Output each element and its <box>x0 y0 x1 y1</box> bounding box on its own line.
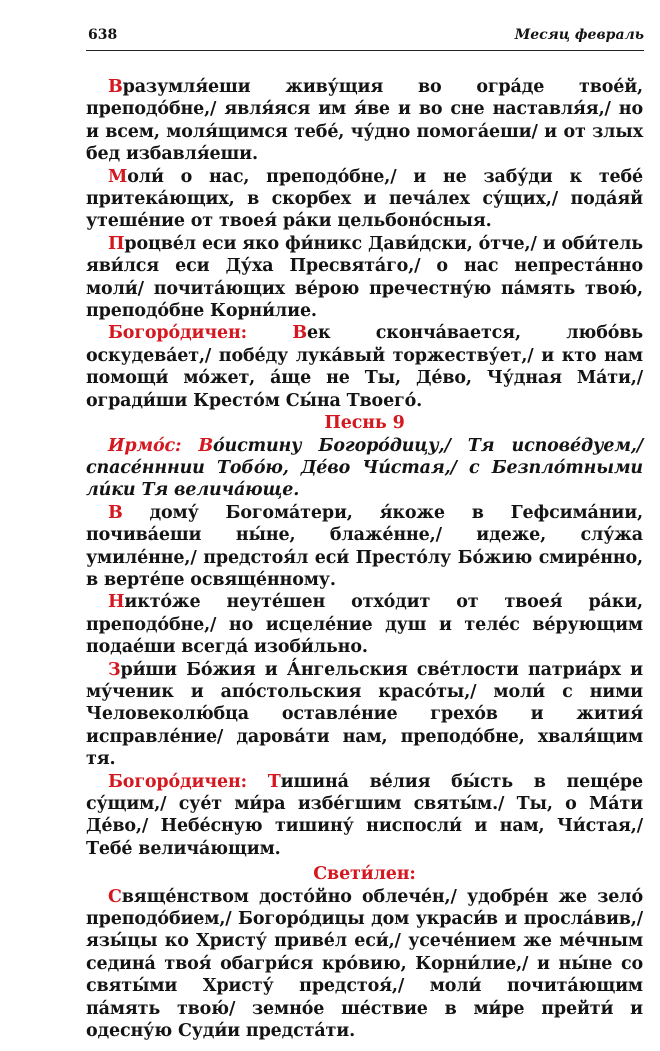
rubric-label: Богоро́дичен: В <box>108 323 307 344</box>
paragraph-text: вяще́нством досто́йно облече́н,/ удобре́н же зело́ преподо́бием,/ Богоро́дицы дом украси́в и просла́вив,/ язы́цы ко Христу́ приве́л еси́,/ усече́нием же ме́чным седина́ твоя́ обагри́ся кро́вию, Корни́лие,/ и ны́не со святы́ми Христу́ предстоя́,/ моли́ почита́ющим па́мять твою́/ земно́е ше́ствие в ми́ре прейти́ и одесну́ю Суди́и предста́ти. <box>86 886 643 1042</box>
paragraph-text: ек сконча́вается, любо́вь оскудева́ет,/ побе́ду лука́вый торжеству́ет,/ и кто нам помощи́ мо́жет, а́ще не Ты, Де́во, Чу́дная Ма́ти,/ огради́ши Кресто́м Сы́на Твоего́. <box>86 323 643 411</box>
paragraph-text: разумля́еши живу́щия во огра́де твое́й, преподо́бне,/ явля́яся им я́ве и во сне наставля́я,/ но и всем, моля́щимся тебе́, чу́дно помога́еши/ и от злых бед избавля́еши. <box>86 77 643 165</box>
drop-initial: Н <box>108 592 125 613</box>
rubric-label: Богоро́дичен: Т <box>108 771 281 792</box>
drop-initial: М <box>108 166 128 187</box>
paragraph-text: ишина́ ве́лия бы́сть в пеще́ре су́щим,/ суе́т ми́ра избе́гшим святы́м./ Ты, о Ма́ти Де́во,/ Небе́сную тишину́ ниспосли́ и нам, Чи́стая,/ Тебе́ велича́ющим. <box>86 771 643 859</box>
theotokion-2 <box>86 771 643 861</box>
troparion-6 <box>86 659 643 771</box>
exapostilarion <box>86 886 643 1043</box>
troparion-2 <box>86 166 643 233</box>
drop-initial: З <box>108 659 121 680</box>
irmos <box>86 435 643 502</box>
paragraph-text: дому́ Богома́тери, я́коже в Гефсима́нии, почива́еши ны́не, блаже́нне,/ идеже, слу́жа умиле́нне,/ предстоя́л еси́ Престо́лу Бо́жию смире́нно, в верте́пе освяще́нному. <box>86 502 643 590</box>
section-heading-exapostilarion: Свети́лен: <box>313 864 416 885</box>
drop-initial: П <box>108 233 125 254</box>
section-heading-ode-9: Песнь 9 <box>324 413 405 434</box>
page-number: 638 <box>88 27 118 43</box>
paragraph-text: о́истину Богоро́дицу,/ Тя испове́дуем,/ спасе́нннии Тобо́ю, Де́во Чи́стая,/ с Безпло́тными ли́ки Тя велича́юще. <box>86 435 643 501</box>
paragraph-text: икто́же неуте́шен отхо́дит от твоея́ ра́ки, преподо́бне,/ но исцеле́ние душ и теле́с ве́рующим подае́ши всегда́ изоби́льно. <box>86 592 643 658</box>
paragraph-text: ри́ши Бо́жия и А́нгельския све́тлости патриа́рх и му́ченик и апо́стольския красо́ты,/ моли́ с ними Человеколю́бца оставле́ние грехо́в и жития́ исправле́ние/ дарова́ти нам, преподо́бне, хваля́щим тя. <box>86 659 643 770</box>
drop-initial: С <box>108 886 122 907</box>
page-header <box>86 24 644 51</box>
drop-initial: В <box>108 502 123 523</box>
drop-initial: В <box>108 77 123 97</box>
troparion-1 <box>86 76 643 166</box>
paragraph-text: оли́ о нас, преподо́бне,/ и не забу́ди к тебе́ притека́ющих, в скорбех и печа́лех су́щих,/ пода́яй утеше́ние от твоея́ ра́ки цельбоно́сныя. <box>86 166 643 232</box>
theotokion-1 <box>86 322 643 412</box>
troparion-4 <box>86 502 643 592</box>
troparion-5 <box>86 591 643 658</box>
running-title: Месяц февраль <box>514 27 644 43</box>
paragraph-text: роцве́л еси яко фи́никс Дави́дски, о́тче,/ и оби́тель яви́лся еси Ду́ха Пресвята́го,/ о нас непреста́нно моли́/ почита́ющих ве́рою пречестну́ю па́мять твою́, преподо́бне Корни́лие. <box>86 233 643 322</box>
troparion-3 <box>86 233 643 323</box>
rubric-label: Ирмо́с: В <box>108 435 214 456</box>
body-text <box>86 76 643 1042</box>
